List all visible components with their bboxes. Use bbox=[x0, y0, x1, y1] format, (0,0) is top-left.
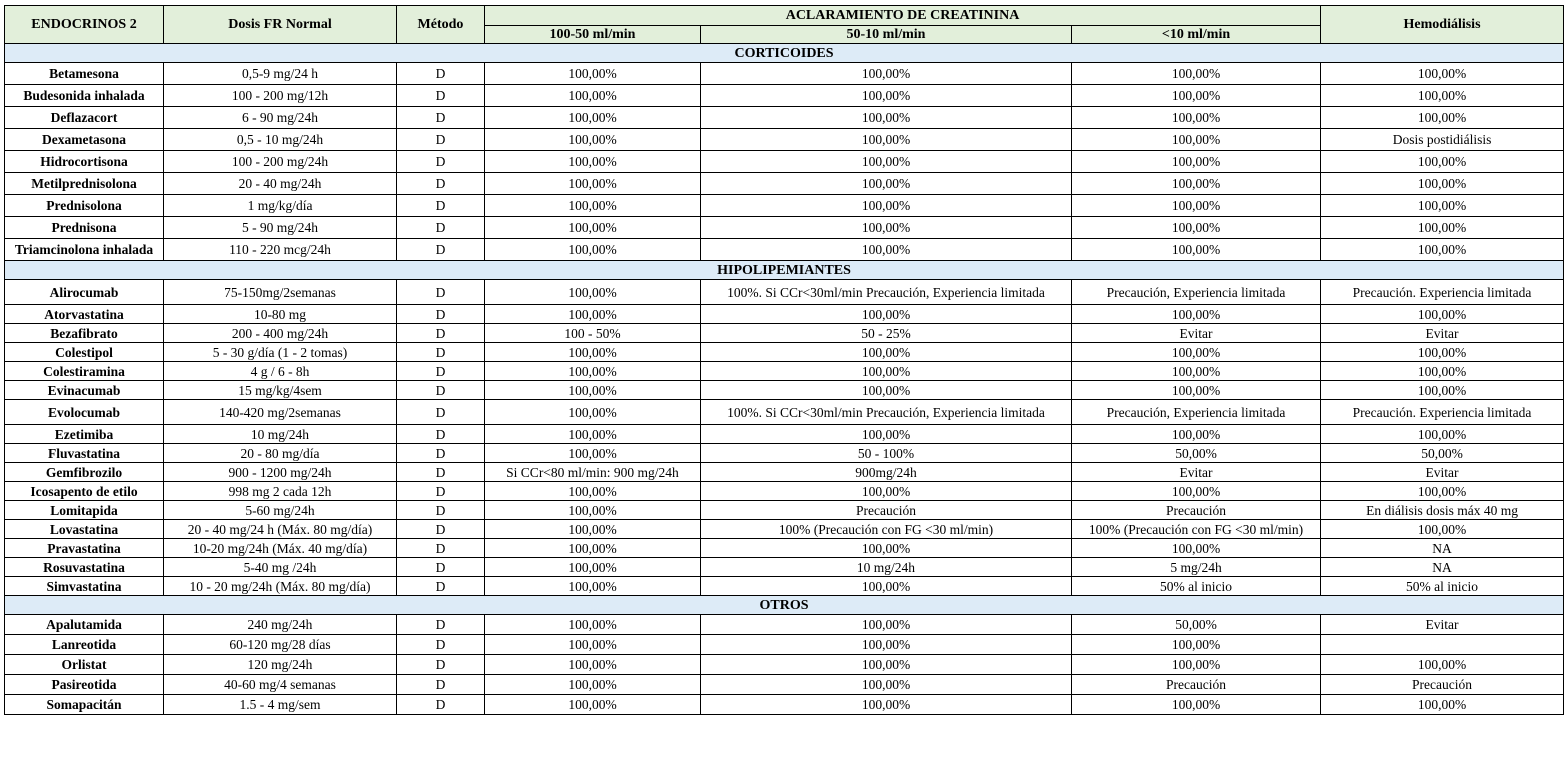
hemodialysis-cell: 100,00% bbox=[1321, 151, 1564, 173]
normal-dose-cell: 998 mg 2 cada 12h bbox=[164, 482, 397, 501]
clearance-lt10-cell: Evitar bbox=[1072, 463, 1321, 482]
table-row bbox=[5, 217, 1564, 239]
method-cell: D bbox=[397, 444, 485, 463]
hemodialysis-cell: 100,00% bbox=[1321, 482, 1564, 501]
clearance-50-10-cell: 100,00% bbox=[701, 482, 1072, 501]
method-cell: D bbox=[397, 615, 485, 635]
clearance-50-10-cell: 100,00% bbox=[701, 129, 1072, 151]
drug-name-cell: Fluvastatina bbox=[5, 444, 164, 463]
clearance-100-50-cell: Si CCr<80 ml/min: 900 mg/24h bbox=[485, 463, 701, 482]
table-row bbox=[5, 615, 1564, 635]
method-cell: D bbox=[397, 695, 485, 715]
dosing-table bbox=[4, 5, 1564, 715]
hemodialysis-cell: 100,00% bbox=[1321, 343, 1564, 362]
clearance-100-50-cell: 100,00% bbox=[485, 362, 701, 381]
table-row bbox=[5, 173, 1564, 195]
method-cell: D bbox=[397, 173, 485, 195]
normal-dose-cell: 5-40 mg /24h bbox=[164, 558, 397, 577]
normal-dose-cell: 5 - 90 mg/24h bbox=[164, 217, 397, 239]
clearance-50-10-cell: 100,00% bbox=[701, 107, 1072, 129]
normal-dose-cell: 20 - 80 mg/día bbox=[164, 444, 397, 463]
clearance-lt10-cell: 100,00% bbox=[1072, 129, 1321, 151]
clearance-50-10-cell: 900mg/24h bbox=[701, 463, 1072, 482]
method-cell: D bbox=[397, 655, 485, 675]
table-row bbox=[5, 501, 1564, 520]
drug-name-cell: Apalutamida bbox=[5, 615, 164, 635]
header-clearance-50-10: 50-10 ml/min bbox=[701, 26, 1072, 44]
method-cell: D bbox=[397, 463, 485, 482]
clearance-lt10-cell: 100,00% bbox=[1072, 635, 1321, 655]
clearance-100-50-cell: 100,00% bbox=[485, 539, 701, 558]
hemodialysis-cell: 50,00% bbox=[1321, 444, 1564, 463]
clearance-50-10-cell: 100,00% bbox=[701, 305, 1072, 324]
clearance-lt10-cell: 100,00% bbox=[1072, 173, 1321, 195]
drug-name-cell: Lomitapida bbox=[5, 501, 164, 520]
clearance-lt10-cell: 100,00% bbox=[1072, 217, 1321, 239]
hemodialysis-cell: 100,00% bbox=[1321, 381, 1564, 400]
method-cell: D bbox=[397, 558, 485, 577]
hemodialysis-cell: 100,00% bbox=[1321, 63, 1564, 85]
clearance-100-50-cell: 100,00% bbox=[485, 343, 701, 362]
normal-dose-cell: 75-150mg/2semanas bbox=[164, 280, 397, 305]
clearance-100-50-cell: 100,00% bbox=[485, 280, 701, 305]
normal-dose-cell: 20 - 40 mg/24h bbox=[164, 173, 397, 195]
clearance-50-10-cell: 100,00% bbox=[701, 539, 1072, 558]
clearance-50-10-cell: 100,00% bbox=[701, 362, 1072, 381]
clearance-50-10-cell: 100%. Si CCr<30ml/min Precaución, Experiencia limitada bbox=[701, 280, 1072, 305]
drug-name-cell: Pasireotida bbox=[5, 675, 164, 695]
method-cell: D bbox=[397, 482, 485, 501]
clearance-50-10-cell: 100,00% bbox=[701, 151, 1072, 173]
clearance-lt10-cell: 100,00% bbox=[1072, 655, 1321, 675]
clearance-100-50-cell: 100,00% bbox=[485, 482, 701, 501]
hemodialysis-cell: Dosis postidiálisis bbox=[1321, 129, 1564, 151]
normal-dose-cell: 60-120 mg/28 días bbox=[164, 635, 397, 655]
normal-dose-cell: 10-20 mg/24h (Máx. 40 mg/día) bbox=[164, 539, 397, 558]
table-row bbox=[5, 539, 1564, 558]
drug-name-cell: Bezafibrato bbox=[5, 324, 164, 343]
clearance-lt10-cell: 50,00% bbox=[1072, 444, 1321, 463]
normal-dose-cell: 4 g / 6 - 8h bbox=[164, 362, 397, 381]
drug-name-cell: Deflazacort bbox=[5, 107, 164, 129]
clearance-lt10-cell: 100,00% bbox=[1072, 539, 1321, 558]
clearance-50-10-cell: 100,00% bbox=[701, 343, 1072, 362]
normal-dose-cell: 140-420 mg/2semanas bbox=[164, 400, 397, 425]
normal-dose-cell: 20 - 40 mg/24 h (Máx. 80 mg/día) bbox=[164, 520, 397, 539]
normal-dose-cell: 110 - 220 mcg/24h bbox=[164, 239, 397, 261]
clearance-lt10-cell: 100,00% bbox=[1072, 239, 1321, 261]
normal-dose-cell: 0,5 - 10 mg/24h bbox=[164, 129, 397, 151]
method-cell: D bbox=[397, 520, 485, 539]
hemodialysis-cell: Precaución. Experiencia limitada bbox=[1321, 400, 1564, 425]
method-cell: D bbox=[397, 129, 485, 151]
clearance-100-50-cell: 100,00% bbox=[485, 425, 701, 444]
hemodialysis-cell: 50% al inicio bbox=[1321, 577, 1564, 596]
header-method: Método bbox=[397, 6, 485, 44]
normal-dose-cell: 10 mg/24h bbox=[164, 425, 397, 444]
drug-name-cell: Evolocumab bbox=[5, 400, 164, 425]
clearance-100-50-cell: 100,00% bbox=[485, 173, 701, 195]
drug-name-cell: Simvastatina bbox=[5, 577, 164, 596]
hemodialysis-cell: 100,00% bbox=[1321, 239, 1564, 261]
drug-name-cell: Colestipol bbox=[5, 343, 164, 362]
drug-name-cell: Colestiramina bbox=[5, 362, 164, 381]
normal-dose-cell: 1 mg/kg/día bbox=[164, 195, 397, 217]
clearance-lt10-cell: 100,00% bbox=[1072, 107, 1321, 129]
hemodialysis-cell: 100,00% bbox=[1321, 173, 1564, 195]
drug-name-cell: Dexametasona bbox=[5, 129, 164, 151]
section-row bbox=[5, 261, 1564, 280]
table-row bbox=[5, 280, 1564, 305]
drug-name-cell: Budesonida inhalada bbox=[5, 85, 164, 107]
table-row bbox=[5, 381, 1564, 400]
clearance-50-10-cell: 100,00% bbox=[701, 615, 1072, 635]
table-row bbox=[5, 63, 1564, 85]
drug-name-cell: Metilprednisolona bbox=[5, 173, 164, 195]
hemodialysis-cell: Precaución. Experiencia limitada bbox=[1321, 280, 1564, 305]
hemodialysis-cell: 100,00% bbox=[1321, 362, 1564, 381]
table-row bbox=[5, 463, 1564, 482]
method-cell: D bbox=[397, 501, 485, 520]
method-cell: D bbox=[397, 195, 485, 217]
drug-name-cell: Orlistat bbox=[5, 655, 164, 675]
normal-dose-cell: 0,5-9 mg/24 h bbox=[164, 63, 397, 85]
clearance-100-50-cell: 100,00% bbox=[485, 400, 701, 425]
section-title: HIPOLIPEMIANTES bbox=[5, 261, 1564, 280]
table-row bbox=[5, 129, 1564, 151]
clearance-50-10-cell: 100,00% bbox=[701, 217, 1072, 239]
normal-dose-cell: 10 - 20 mg/24h (Máx. 80 mg/día) bbox=[164, 577, 397, 596]
clearance-lt10-cell: 5 mg/24h bbox=[1072, 558, 1321, 577]
clearance-lt10-cell: 100,00% bbox=[1072, 425, 1321, 444]
clearance-50-10-cell: 100,00% bbox=[701, 195, 1072, 217]
clearance-100-50-cell: 100,00% bbox=[485, 655, 701, 675]
clearance-100-50-cell: 100,00% bbox=[485, 577, 701, 596]
table-row bbox=[5, 239, 1564, 261]
clearance-50-10-cell: 100,00% bbox=[701, 577, 1072, 596]
clearance-100-50-cell: 100,00% bbox=[485, 444, 701, 463]
clearance-50-10-cell: 100,00% bbox=[701, 635, 1072, 655]
clearance-100-50-cell: 100,00% bbox=[485, 305, 701, 324]
method-cell: D bbox=[397, 675, 485, 695]
drug-name-cell: Rosuvastatina bbox=[5, 558, 164, 577]
clearance-lt10-cell: 100,00% bbox=[1072, 343, 1321, 362]
table-row bbox=[5, 577, 1564, 596]
table-row bbox=[5, 107, 1564, 129]
clearance-lt10-cell: 100,00% bbox=[1072, 482, 1321, 501]
clearance-100-50-cell: 100,00% bbox=[485, 381, 701, 400]
normal-dose-cell: 900 - 1200 mg/24h bbox=[164, 463, 397, 482]
table-header bbox=[5, 6, 1564, 44]
clearance-100-50-cell: 100,00% bbox=[485, 558, 701, 577]
clearance-100-50-cell: 100,00% bbox=[485, 635, 701, 655]
clearance-50-10-cell: 100% (Precaución con FG <30 ml/min) bbox=[701, 520, 1072, 539]
table-row bbox=[5, 425, 1564, 444]
hemodialysis-cell: NA bbox=[1321, 539, 1564, 558]
table-row bbox=[5, 400, 1564, 425]
clearance-lt10-cell: 100,00% bbox=[1072, 695, 1321, 715]
section-row bbox=[5, 44, 1564, 63]
normal-dose-cell: 15 mg/kg/4sem bbox=[164, 381, 397, 400]
clearance-50-10-cell: 10 mg/24h bbox=[701, 558, 1072, 577]
normal-dose-cell: 5-60 mg/24h bbox=[164, 501, 397, 520]
drug-name-cell: Evinacumab bbox=[5, 381, 164, 400]
hemodialysis-cell: 100,00% bbox=[1321, 217, 1564, 239]
clearance-50-10-cell: 100,00% bbox=[701, 675, 1072, 695]
clearance-100-50-cell: 100,00% bbox=[485, 239, 701, 261]
section-row bbox=[5, 596, 1564, 615]
clearance-lt10-cell: 100,00% bbox=[1072, 151, 1321, 173]
method-cell: D bbox=[397, 239, 485, 261]
clearance-lt10-cell: 50,00% bbox=[1072, 615, 1321, 635]
table-row bbox=[5, 482, 1564, 501]
drug-name-cell: Hidrocortisona bbox=[5, 151, 164, 173]
clearance-100-50-cell: 100,00% bbox=[485, 129, 701, 151]
clearance-100-50-cell: 100,00% bbox=[485, 675, 701, 695]
clearance-50-10-cell: 100,00% bbox=[701, 425, 1072, 444]
method-cell: D bbox=[397, 539, 485, 558]
drug-name-cell: Lanreotida bbox=[5, 635, 164, 655]
clearance-lt10-cell: Precaución bbox=[1072, 675, 1321, 695]
drug-name-cell: Ezetimiba bbox=[5, 425, 164, 444]
table-row bbox=[5, 675, 1564, 695]
normal-dose-cell: 5 - 30 g/día (1 - 2 tomas) bbox=[164, 343, 397, 362]
table-body bbox=[5, 44, 1564, 715]
clearance-50-10-cell: Precaución bbox=[701, 501, 1072, 520]
header-hemodialysis: Hemodiálisis bbox=[1321, 6, 1564, 44]
clearance-50-10-cell: 100%. Si CCr<30ml/min Precaución, Experiencia limitada bbox=[701, 400, 1072, 425]
clearance-100-50-cell: 100,00% bbox=[485, 615, 701, 635]
table-row bbox=[5, 343, 1564, 362]
hemodialysis-cell: 100,00% bbox=[1321, 425, 1564, 444]
header-clearance: ACLARAMIENTO DE CREATININA bbox=[485, 6, 1321, 26]
normal-dose-cell: 120 mg/24h bbox=[164, 655, 397, 675]
table-row bbox=[5, 195, 1564, 217]
normal-dose-cell: 100 - 200 mg/24h bbox=[164, 151, 397, 173]
clearance-lt10-cell: 100,00% bbox=[1072, 362, 1321, 381]
normal-dose-cell: 240 mg/24h bbox=[164, 615, 397, 635]
table-row bbox=[5, 520, 1564, 539]
method-cell: D bbox=[397, 305, 485, 324]
method-cell: D bbox=[397, 343, 485, 362]
header-clearance-100-50: 100-50 ml/min bbox=[485, 26, 701, 44]
method-cell: D bbox=[397, 217, 485, 239]
method-cell: D bbox=[397, 63, 485, 85]
drug-name-cell: Alirocumab bbox=[5, 280, 164, 305]
clearance-100-50-cell: 100,00% bbox=[485, 151, 701, 173]
hemodialysis-cell: Evitar bbox=[1321, 324, 1564, 343]
hemodialysis-cell: 100,00% bbox=[1321, 305, 1564, 324]
table-row bbox=[5, 362, 1564, 381]
table-row bbox=[5, 305, 1564, 324]
hemodialysis-cell: 100,00% bbox=[1321, 195, 1564, 217]
drug-name-cell: Betamesona bbox=[5, 63, 164, 85]
normal-dose-cell: 6 - 90 mg/24h bbox=[164, 107, 397, 129]
drug-name-cell: Triamcinolona inhalada bbox=[5, 239, 164, 261]
method-cell: D bbox=[397, 425, 485, 444]
clearance-100-50-cell: 100,00% bbox=[485, 217, 701, 239]
clearance-50-10-cell: 100,00% bbox=[701, 695, 1072, 715]
hemodialysis-cell: 100,00% bbox=[1321, 107, 1564, 129]
method-cell: D bbox=[397, 107, 485, 129]
drug-name-cell: Pravastatina bbox=[5, 539, 164, 558]
hemodialysis-cell: Evitar bbox=[1321, 615, 1564, 635]
clearance-50-10-cell: 50 - 100% bbox=[701, 444, 1072, 463]
clearance-100-50-cell: 100,00% bbox=[485, 501, 701, 520]
hemodialysis-cell bbox=[1321, 635, 1564, 655]
method-cell: D bbox=[397, 280, 485, 305]
table-row bbox=[5, 85, 1564, 107]
hemodialysis-cell: 100,00% bbox=[1321, 655, 1564, 675]
clearance-100-50-cell: 100,00% bbox=[485, 85, 701, 107]
clearance-50-10-cell: 100,00% bbox=[701, 173, 1072, 195]
hemodialysis-cell: 100,00% bbox=[1321, 695, 1564, 715]
clearance-lt10-cell: 100,00% bbox=[1072, 63, 1321, 85]
clearance-lt10-cell: 100% (Precaución con FG <30 ml/min) bbox=[1072, 520, 1321, 539]
drug-name-cell: Lovastatina bbox=[5, 520, 164, 539]
hemodialysis-cell: En diálisis dosis máx 40 mg bbox=[1321, 501, 1564, 520]
clearance-50-10-cell: 100,00% bbox=[701, 655, 1072, 675]
normal-dose-cell: 100 - 200 mg/12h bbox=[164, 85, 397, 107]
drug-name-cell: Prednisona bbox=[5, 217, 164, 239]
table-row bbox=[5, 695, 1564, 715]
method-cell: D bbox=[397, 151, 485, 173]
normal-dose-cell: 10-80 mg bbox=[164, 305, 397, 324]
table-row bbox=[5, 444, 1564, 463]
clearance-100-50-cell: 100,00% bbox=[485, 520, 701, 539]
normal-dose-cell: 200 - 400 mg/24h bbox=[164, 324, 397, 343]
clearance-lt10-cell: 100,00% bbox=[1072, 85, 1321, 107]
clearance-100-50-cell: 100,00% bbox=[485, 195, 701, 217]
header-clearance-lt10: <10 ml/min bbox=[1072, 26, 1321, 44]
clearance-lt10-cell: 100,00% bbox=[1072, 381, 1321, 400]
normal-dose-cell: 1.5 - 4 mg/sem bbox=[164, 695, 397, 715]
method-cell: D bbox=[397, 85, 485, 107]
clearance-50-10-cell: 100,00% bbox=[701, 381, 1072, 400]
method-cell: D bbox=[397, 577, 485, 596]
normal-dose-cell: 40-60 mg/4 semanas bbox=[164, 675, 397, 695]
drug-name-cell: Icosapento de etilo bbox=[5, 482, 164, 501]
hemodialysis-cell: 100,00% bbox=[1321, 85, 1564, 107]
clearance-100-50-cell: 100,00% bbox=[485, 63, 701, 85]
method-cell: D bbox=[397, 400, 485, 425]
clearance-lt10-cell: 50% al inicio bbox=[1072, 577, 1321, 596]
clearance-50-10-cell: 50 - 25% bbox=[701, 324, 1072, 343]
hemodialysis-cell: Precaución bbox=[1321, 675, 1564, 695]
drug-name-cell: Atorvastatina bbox=[5, 305, 164, 324]
drug-name-cell: Somapacitán bbox=[5, 695, 164, 715]
table-row bbox=[5, 151, 1564, 173]
clearance-50-10-cell: 100,00% bbox=[701, 63, 1072, 85]
method-cell: D bbox=[397, 362, 485, 381]
table-row bbox=[5, 655, 1564, 675]
table-row bbox=[5, 635, 1564, 655]
clearance-100-50-cell: 100 - 50% bbox=[485, 324, 701, 343]
clearance-100-50-cell: 100,00% bbox=[485, 695, 701, 715]
clearance-lt10-cell: Precaución bbox=[1072, 501, 1321, 520]
section-title: CORTICOIDES bbox=[5, 44, 1564, 63]
clearance-50-10-cell: 100,00% bbox=[701, 85, 1072, 107]
method-cell: D bbox=[397, 324, 485, 343]
clearance-lt10-cell: Evitar bbox=[1072, 324, 1321, 343]
clearance-lt10-cell: 100,00% bbox=[1072, 195, 1321, 217]
drug-name-cell: Gemfibrozilo bbox=[5, 463, 164, 482]
method-cell: D bbox=[397, 381, 485, 400]
clearance-lt10-cell: Precaución, Experiencia limitada bbox=[1072, 400, 1321, 425]
clearance-100-50-cell: 100,00% bbox=[485, 107, 701, 129]
hemodialysis-cell: 100,00% bbox=[1321, 520, 1564, 539]
hemodialysis-cell: Evitar bbox=[1321, 463, 1564, 482]
method-cell: D bbox=[397, 635, 485, 655]
table-row bbox=[5, 324, 1564, 343]
clearance-50-10-cell: 100,00% bbox=[701, 239, 1072, 261]
clearance-lt10-cell: 100,00% bbox=[1072, 305, 1321, 324]
hemodialysis-cell: NA bbox=[1321, 558, 1564, 577]
drug-name-cell: Prednisolona bbox=[5, 195, 164, 217]
header-group: ENDOCRINOS 2 bbox=[5, 6, 164, 44]
clearance-lt10-cell: Precaución, Experiencia limitada bbox=[1072, 280, 1321, 305]
table-row bbox=[5, 558, 1564, 577]
section-title: OTROS bbox=[5, 596, 1564, 615]
header-dose: Dosis FR Normal bbox=[164, 6, 397, 44]
